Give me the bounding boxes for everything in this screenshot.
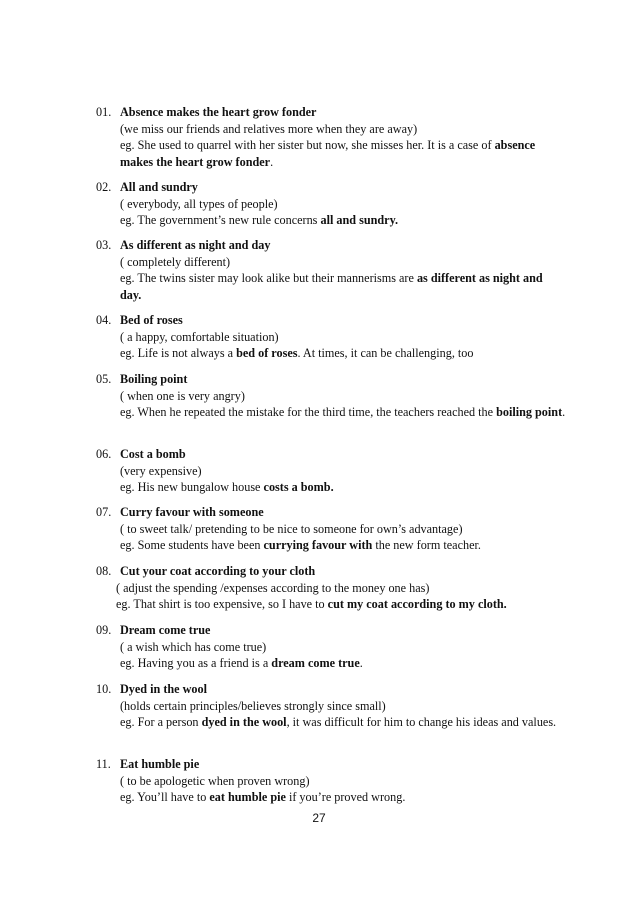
example-text: eg. That shirt is too expensive, so I have to [116,597,328,611]
idiom-example [120,270,566,303]
idiom-title: Eat humble pie [120,757,200,771]
idiom-title: As different as night and day [120,238,271,252]
example-idiom-bold: boiling point [496,405,563,419]
entry-number: 09. [96,623,112,637]
idiom-title: All and sundry [120,180,198,194]
example-idiom-bold: costs a bomb. [263,480,334,494]
example-text-end: if you’re proved wrong. [285,790,406,804]
entry-number: 06. [96,447,112,461]
idiom-meaning: (we miss our friends and relatives more when they are away) [120,121,418,136]
example-text-end: . [359,656,363,670]
idiom-example [120,479,566,496]
example-idiom-bold: bed of roses [236,346,298,360]
example-idiom-bold: absence makes the heart grow fonder [120,138,536,169]
entry-number: 11. [96,757,111,771]
page-number: 27 [312,811,326,825]
example-text: eg. Some students have been [120,538,264,552]
idiom-example [120,404,566,421]
example-text-end: . [562,405,566,419]
idiom-meaning: ( adjust the spending /expenses according to the money one has) [116,580,430,595]
example-text: eg. You’ll have to [120,790,210,804]
example-text: eg. Having you as a friend is a [120,656,272,670]
example-text: eg. His new bungalow house [120,480,264,494]
example-text: eg. When he repeated the mistake for the third time, the teachers reached the [120,405,497,419]
idiom-example [120,537,566,554]
idiom-title: Boiling point [120,372,188,386]
idiom-example [120,212,566,229]
example-text: eg. The twins sister may look alike but their mannerisms are [120,271,417,285]
idiom-meaning: ( a wish which has come true) [120,639,267,654]
idiom-example [120,345,566,362]
example-idiom-bold: dyed in the wool [201,715,287,729]
example-idiom-bold: cut my coat according to my cloth. [327,597,507,611]
idiom-title: Curry favour with someone [120,505,264,519]
example-idiom-bold: dream come true [271,656,360,670]
example-text: eg. The government’s new rule concerns [120,213,321,227]
entry-number: 02. [96,180,112,194]
idiom-example [116,596,566,613]
example-text-end: , it was difficult for him to change his ideas and values. [286,715,557,729]
entry-number: 01. [96,105,112,119]
idiom-meaning: ( to sweet talk/ pretending to be nice to someone for own’s advantage) [120,521,463,536]
idiom-title: Absence makes the heart grow fonder [120,105,317,119]
idiom-meaning: (holds certain principles/believes strongly since small) [120,698,386,713]
idiom-meaning: ( everybody, all types of people) [120,196,278,211]
example-text-end: . At times, it can be challenging, too [297,346,474,360]
idiom-meaning: ( to be apologetic when proven wrong) [120,773,310,788]
example-text: eg. She used to quarrel with her sister but now, she misses her. It is a case of [120,138,495,152]
example-text: eg. Life is not always a [120,346,237,360]
idiom-meaning: (very expensive) [120,463,202,478]
entry-number: 07. [96,505,112,519]
idiom-title: Cut your coat according to your cloth [120,564,316,578]
entry-number: 10. [96,682,112,696]
example-text-end: the new form teacher. [372,538,481,552]
idiom-meaning: ( when one is very angry) [120,388,245,403]
example-idiom-bold: all and sundry. [320,213,399,227]
idiom-example [120,655,566,672]
idiom-example [120,789,566,806]
idiom-example [120,714,566,731]
idiom-title: Cost a bomb [120,447,186,461]
example-text: eg. For a person [120,715,202,729]
idiom-meaning: ( completely different) [120,254,231,269]
entry-number: 08. [96,564,112,578]
idiom-example [120,137,566,170]
entry-number: 03. [96,238,112,252]
example-text-end: . [270,154,274,169]
example-idiom-bold: eat humble pie [209,790,286,804]
entry-number: 04. [96,313,112,327]
idiom-title: Dyed in the wool [120,682,208,696]
entry-number: 05. [96,372,112,386]
idiom-title: Bed of roses [120,313,183,327]
idiom-meaning: ( a happy, comfortable situation) [120,329,279,344]
idiom-title: Dream come true [120,623,211,637]
example-idiom-bold: currying favour with [263,538,373,552]
example-idiom-bold: as different as night and day. [120,271,543,302]
